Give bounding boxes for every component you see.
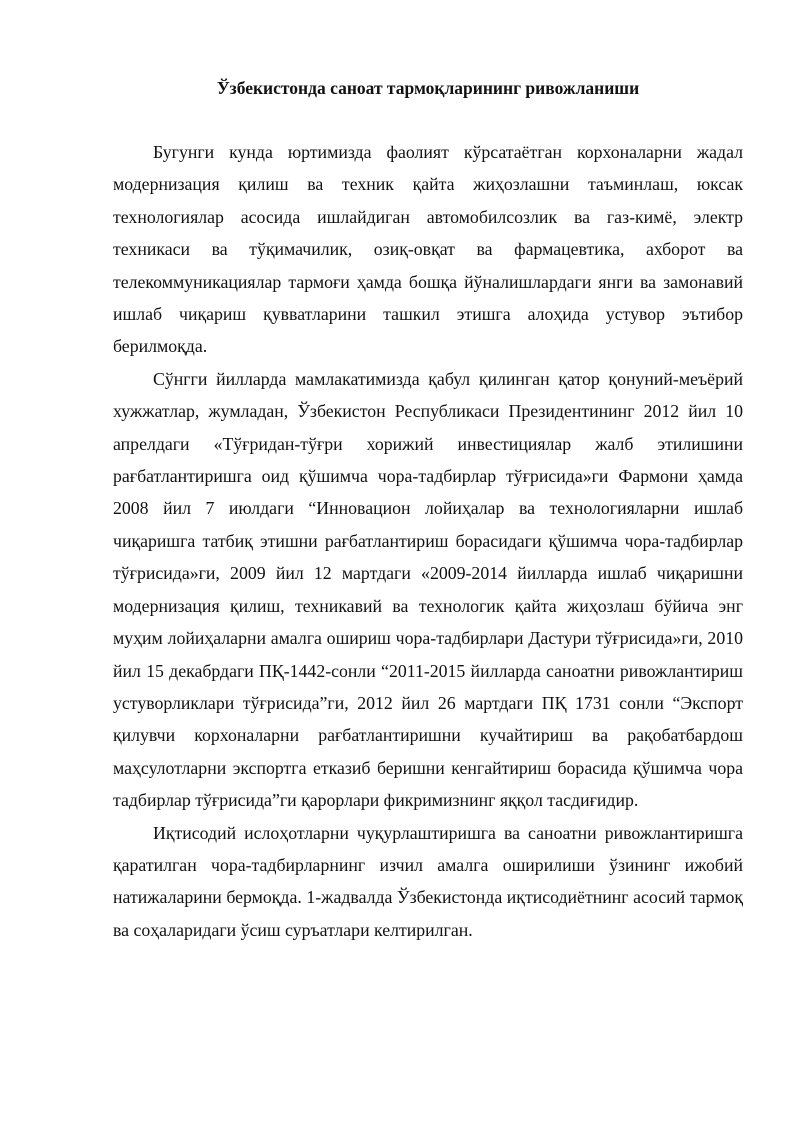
paragraph-legal-documents: Сўнгги йилларда мамлакатимизда қабул қилинган қатор қонуний-меъёрий хужжатлар, жумладан, Ўзбекистон Республикаси Президентининг 2012 йил 10 апрелдаги «Тўғридан-тўғри хорижий инвестициялар жалб этилишини рағбатлантиришга оид қўшимча чора-тадбирлар тўғрисида»ги Фармони ҳамда 2008 йил 7 июлдаги “Инновацион лойиҳалар ва технологияларни ишлаб чиқаришга татбиқ этишни рағбатлантириш борасидаги қўшимча чора-тадбирлар тўғрисида»ги, 2009 йил 12 мартдаги «2009-2014 йилларда ишлаб чиқаришни модернизация қилиш, техникавий ва технологик қайта жиҳозлаш бўйича энг муҳим лойиҳаларни амалга ошириш чора-тадбирлари Дастури тўғрисида»ги, 2010 йил 15 декабрдаги ПҚ-1442-сонли “2011-2015 йилларда саноатни ривожлантириш устуворликлари тўғрисида”ги, 2012 йил 26 мартдаги ПҚ 1731 сонли “Экспорт қилувчи корхоналарни рағбатлантиришни кучайтириш ва рақобатбардош маҳсулотларни экспортга етказиб беришни кенгайтириш борасида қўшимча чора тадбирлар тўғрисида”ги қарорлари фикримизнинг яққол тасдиғидир.: [113, 368, 743, 811]
document-title: Ўзбекистонда саноат тармоқларининг ривожланиши: [216, 78, 640, 98]
document-body: [113, 136, 743, 946]
paragraph-economic-reforms: Иқтисодий ислоҳотларни чуқурлаштиришга ва саноатни ривожлантиришга қаратилган чора-тадбирларнинг изчил амалга оширилиши ўзининг ижобий натижаларини бермоқда. 1-жадвалда Ўзбекистонда иқтисодиётнинг асосий тармоқ ва соҳаларидаги ўсиш суръатлари келтирилган.: [113, 822, 743, 940]
paragraph-modernization: Бугунги кунда юртимизда фаолият кўрсатаётган корхоналарни жадал модернизация қилиш ва техник қайта жиҳозлашни таъминлаш, юксак технологиялар асосида ишлайдиган автомобилсозлик ва газ-кимё, электр техникаси ва тўқимачилик, озиқ-овқат ва фармацевтика, ахборот ва телекоммуникациялар тармоғи ҳамда бошқа йўналишлардаги янги ва замонавий ишлаб чиқариш қувватларини ташкил этишга алоҳида устувор эътибор берилмоқда.: [113, 142, 743, 357]
